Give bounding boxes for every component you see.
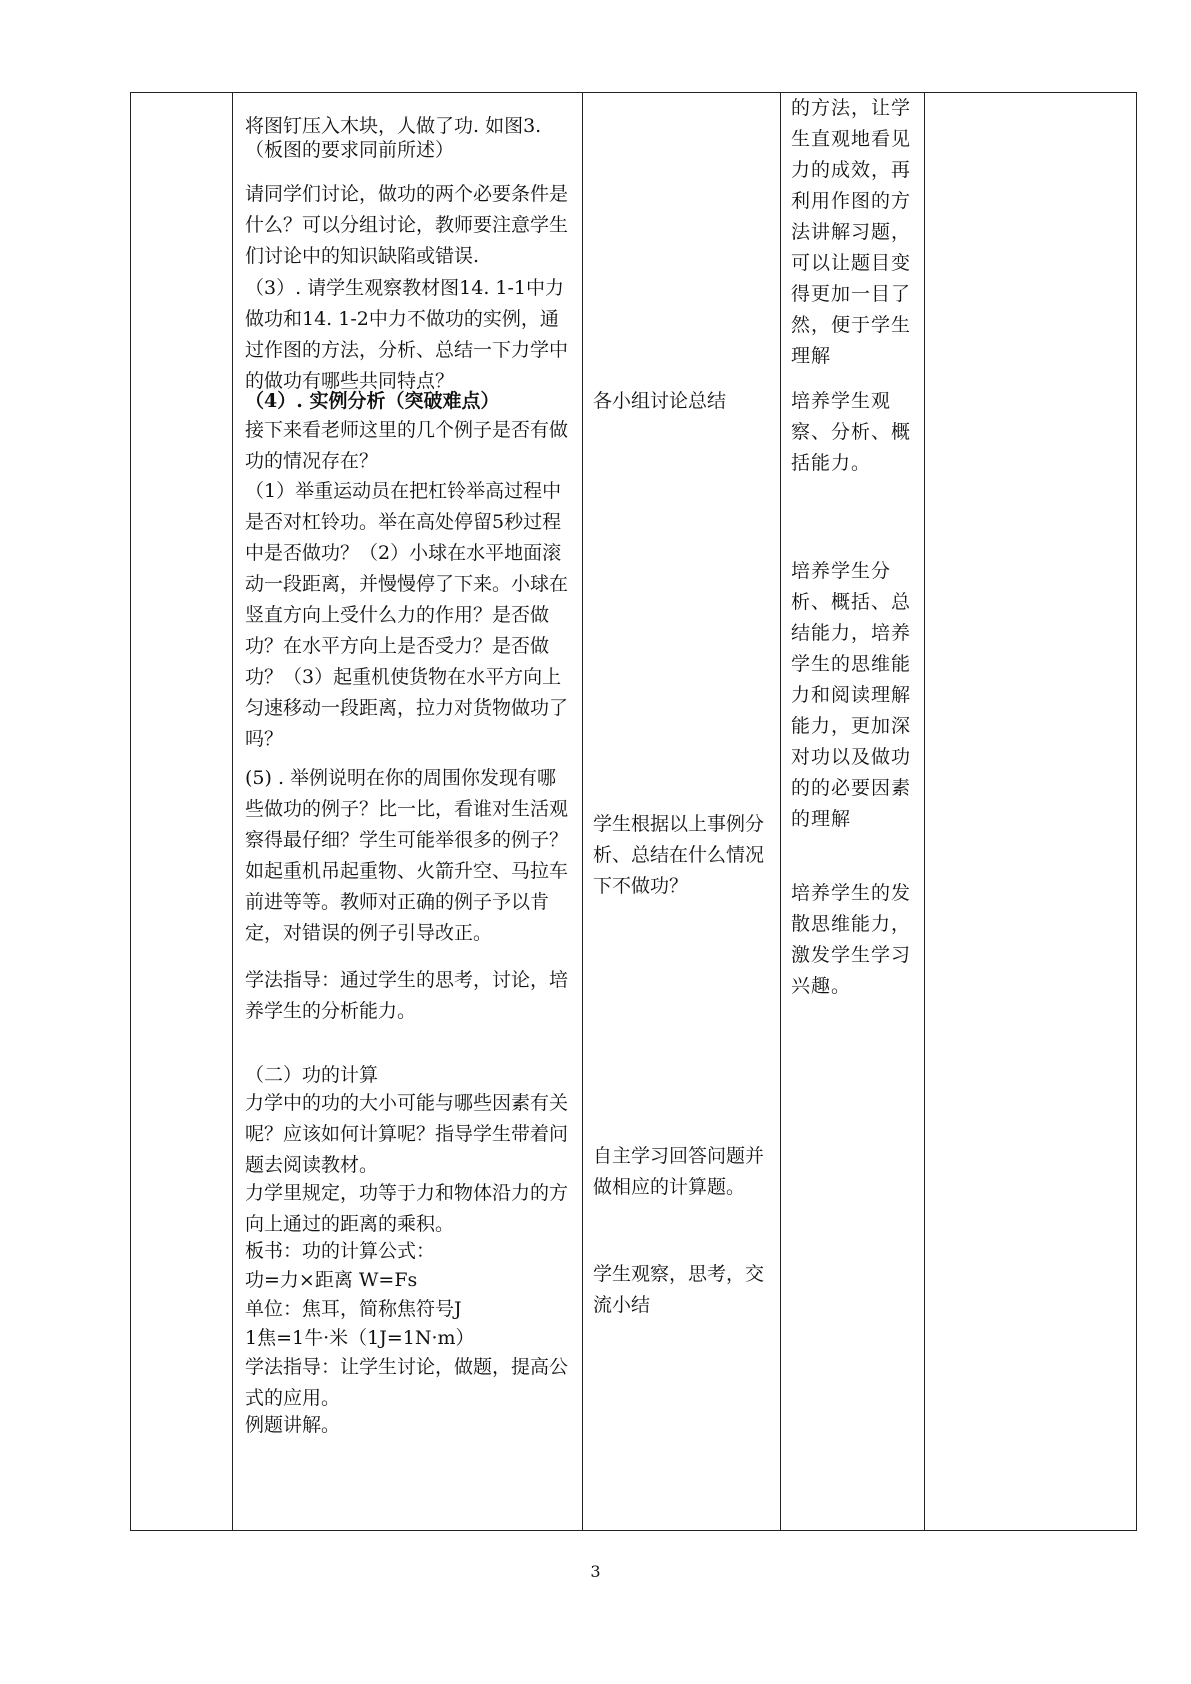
teacher-text-3: 请同学们讨论，做功的两个必要条件是什么？可以分组讨论，教师要注意学生们讨论中的知识缺陷或错误.: [245, 183, 569, 267]
teacher-text-1: 将图钉压入木块，人做了功. 如图3.: [245, 115, 542, 137]
teacher-text-7: （1）举重运动员在把杠铃举高过程中是否对杠铃功。举在高处停留5秒过程中是否做功？（2）小球在水平地面滚动一段距离，并慢慢停了下来。小球在竖直方向上受什么力的作用？是否做功？在水平方向上是否受力？是否做功？（3）起重机使货物在水平方向上匀速移动一段距离，拉力对货物做功了吗？: [245, 480, 569, 750]
teacher-text-17: 学法指导：让学生讨论，做题，提高公式的应用。: [245, 1356, 569, 1409]
teacher-text-15: 单位：焦耳，简称焦符号J: [245, 1298, 462, 1320]
teacher-text-16: 1焦=1牛·米（1J=1N·m）: [245, 1327, 475, 1349]
teacher-text-5: （4）. 实例分析（突破难点）: [245, 390, 500, 412]
design-text-4: 培养学生的发散思维能力，激发学生学习兴趣。: [791, 882, 912, 997]
teacher-text-14: 功=力×距离 W=Fs: [245, 1269, 418, 1291]
teacher-text-18: 例题讲解。: [245, 1414, 341, 1436]
teacher-text-6: 接下来看老师这里的几个例子是否有做功的情况存在？: [245, 419, 569, 472]
teacher-activity-cell: [233, 93, 583, 1531]
teacher-text-8: (5) . 举例说明在你的周围你发现有哪些做功的例子？比一比，看谁对生活观察得最仔细？学生可能举很多的例子？如起重机吊起重物、火箭升空、马拉车前进等等。教师对正确的例子予以肯定，对错误的例子引导改正。: [245, 767, 569, 944]
student-activity-cell: [583, 93, 781, 1531]
student-text-3: 自主学习回答问题并做相应的计算题。: [593, 1145, 765, 1198]
teacher-text-13: 板书：功的计算公式：: [245, 1240, 436, 1262]
stage-column-cell: [131, 93, 233, 1531]
teacher-text-4: （3）. 请学生观察教材图14. 1-1中力做功和14. 1-2中力不做功的实例，通过作图的方法，分析、总结一下力学中的做功有哪些共同特点？: [245, 277, 569, 392]
teacher-text-9: 学法指导：通过学生的思考，讨论，培养学生的分析能力。: [245, 969, 569, 1022]
design-text-3: 培养学生分析、概括、总结能力，培养学生的思维能力和阅读理解能力，更加深对功以及做功的的必要因素的理解: [791, 560, 912, 830]
table-row: [131, 93, 1137, 1531]
lesson-plan-table: [130, 92, 1137, 1531]
student-text-1: 各小组讨论总结: [593, 390, 727, 412]
teacher-text-12: 力学里规定，功等于力和物体沿力的方向上通过的距离的乘积。: [245, 1182, 569, 1235]
design-intent-cell: [781, 93, 925, 1531]
teacher-text-2: （板图的要求同前所述）: [245, 139, 455, 161]
design-text-2: 培养学生观察、分析、概括能力。: [791, 390, 912, 474]
page-number: 3: [590, 1562, 601, 1581]
teacher-text-11: 力学中的功的大小可能与哪些因素有关呢？应该如何计算呢？指导学生带着问题去阅读教材。: [245, 1092, 569, 1176]
student-text-4: 学生观察，思考，交流小结: [593, 1263, 765, 1316]
teacher-text-10: （二）功的计算: [245, 1064, 379, 1086]
student-text-2: 学生根据以上事例分析、总结在什么情况下不做功？: [593, 813, 765, 897]
notes-column-cell: [925, 93, 1137, 1531]
design-text-1: 的方法，让学生直观地看见力的成效，再利用作图的方法讲解习题，可以让题目变得更加一目了然，便于学生理解: [791, 97, 912, 367]
